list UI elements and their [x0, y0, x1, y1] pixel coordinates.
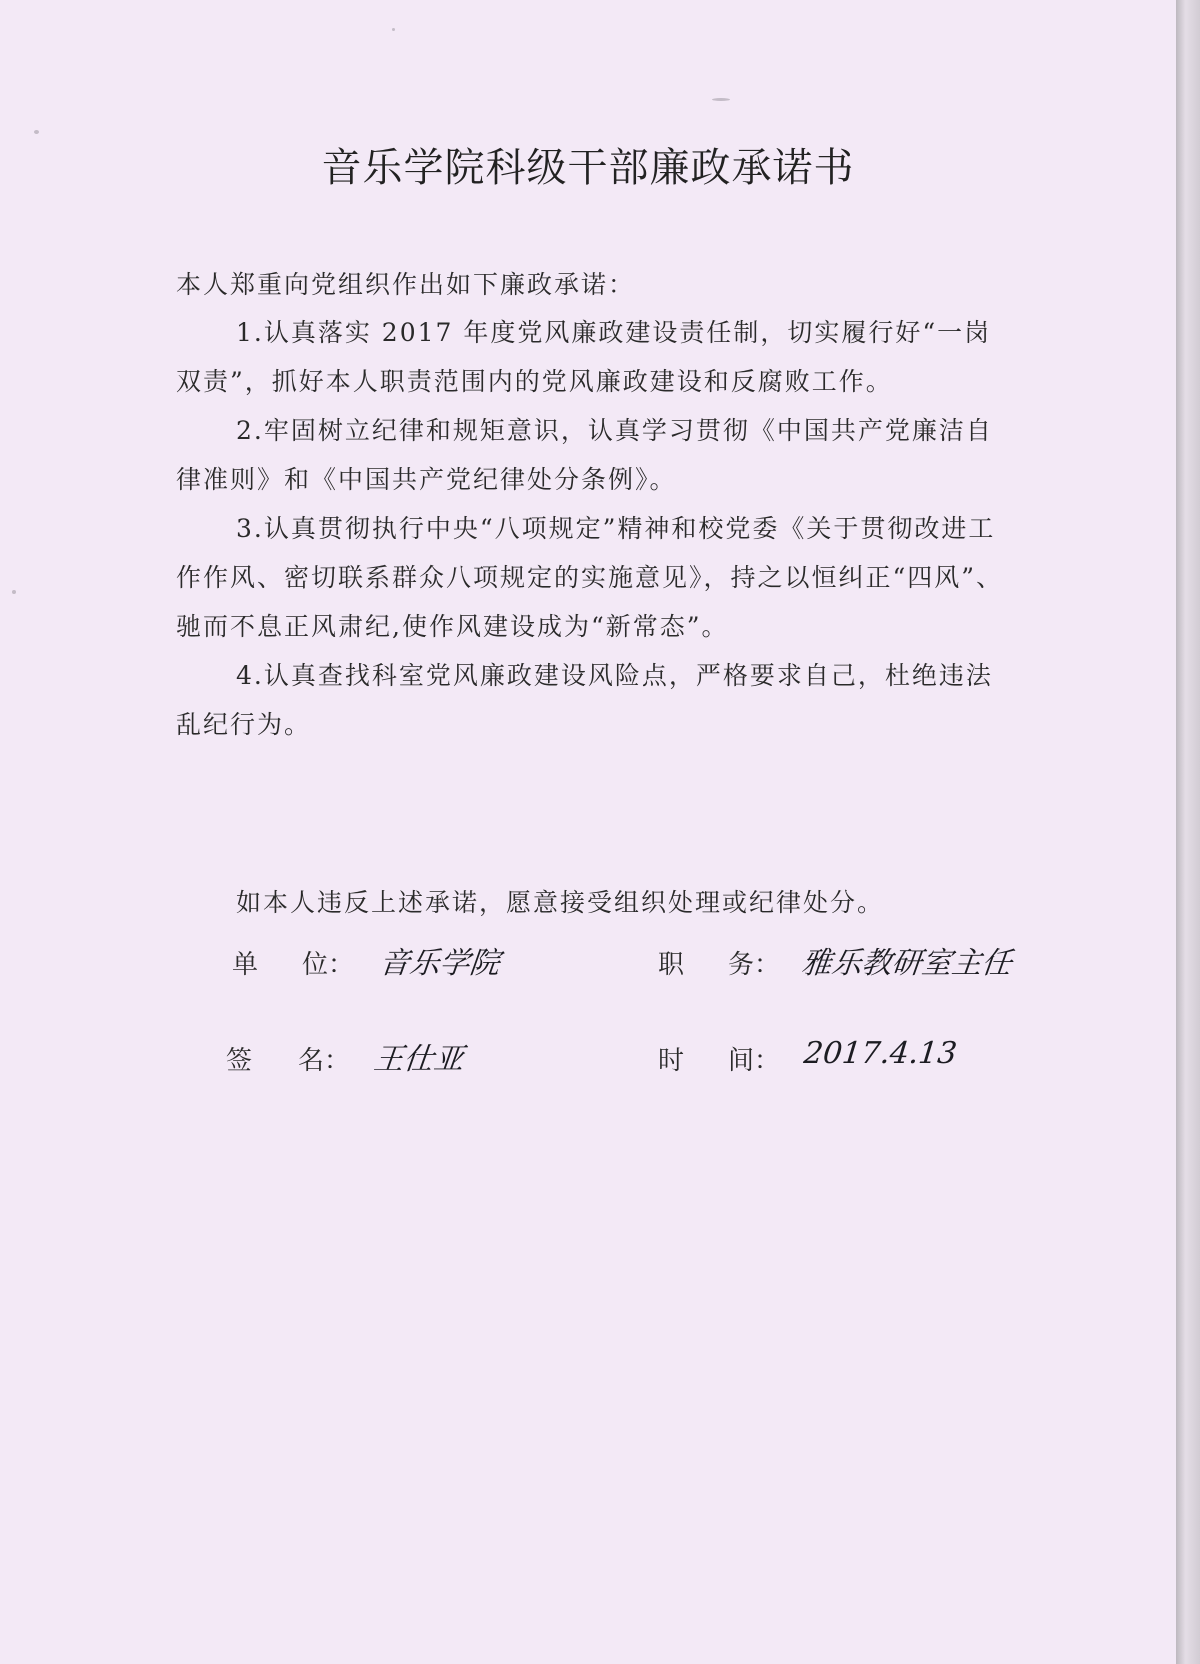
commitment-item-4: 4.认真查找科室党风廉政建设风险点，严格要求自己，杜绝违法乱纪行为。: [176, 661, 993, 739]
unit-handwritten-value: 音乐学院: [377, 946, 502, 981]
unit-label-char-2: 位：: [302, 950, 355, 980]
intro-paragraph: 本人郑重向党组织作出如下廉政承诺：: [176, 270, 636, 299]
position-label-char-1: 职: [658, 950, 685, 980]
signature-handwritten-value: 王仕亚: [371, 1042, 466, 1077]
scan-speck: [34, 130, 39, 134]
pledge-paragraph: 如本人违反上述承诺，愿意接受组织处理或纪律处分。: [236, 888, 885, 917]
commitment-list: [176, 308, 1016, 749]
scan-right-edge: [1176, 0, 1200, 1664]
commitment-item-3: 3.认真贯彻执行中央“八项规定”精神和校党委《关于贯彻改进工作作风、密切联系群众八项规定的实施意见》，持之以恒纠正“四风”、驰而不息正风肃纪,使作风建设成为“新常态”。: [176, 514, 1004, 641]
date-handwritten-value: 2017.4.13: [802, 1036, 959, 1071]
date-label-char-1: 时: [658, 1046, 685, 1076]
date-label-char-2: 间：: [728, 1046, 781, 1076]
commitment-item-1: 1.认真落实 2017 年度党风廉政建设责任制，切实履行好“一岗双责”，抓好本人职责范围内的党风廉政建设和反腐败工作。: [176, 318, 992, 396]
scan-speck: [712, 98, 730, 101]
position-label-char-2: 务：: [728, 950, 781, 980]
commitment-item-2: 2.牢固树立纪律和规矩意识，认真学习贯彻《中国共产党廉洁自律准则》和《中国共产党纪律处分条例》。: [176, 416, 993, 494]
document-title: 音乐学院科级干部廉政承诺书: [321, 145, 855, 191]
unit-label-char-1: 单: [232, 950, 259, 980]
scan-speck: [392, 28, 395, 31]
signature-label-char-2: 名：: [298, 1046, 351, 1076]
scan-speck: [12, 590, 16, 594]
position-handwritten-value: 雅乐教研室主任: [799, 946, 1014, 981]
signature-label-char-1: 签: [226, 1046, 253, 1076]
